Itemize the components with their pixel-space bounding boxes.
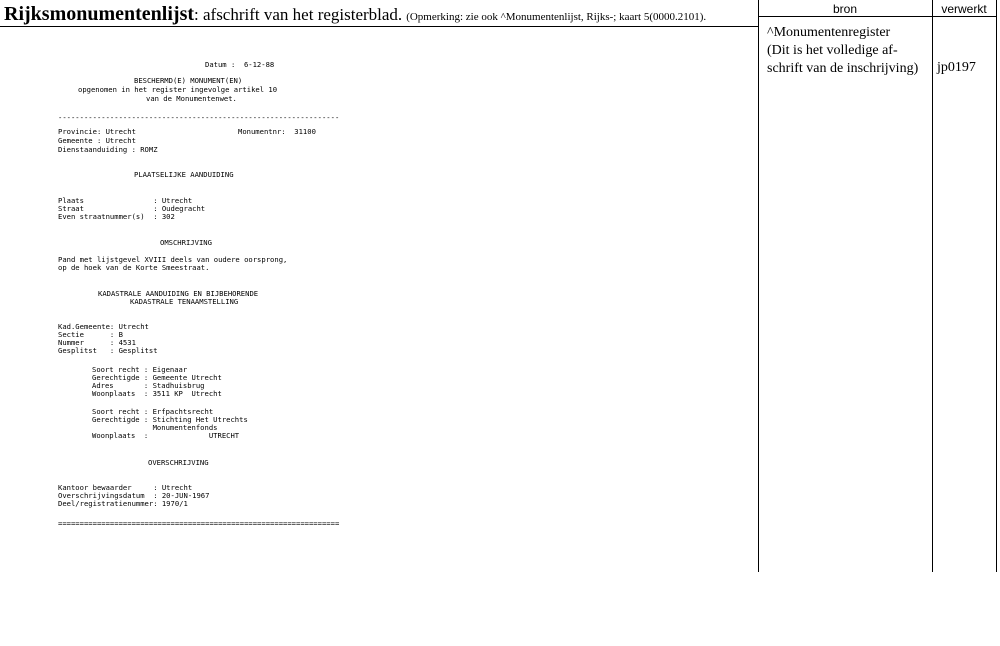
doc-beschermd-1: BESCHERMD(E) MONUMENT(EN) [134,76,243,85]
page-title-rest: : afschrift van het registerblad. [194,5,403,24]
header-note: (Opmerking: zie ook ^Monumentenlijst, Rijks-; kaart 5(0000.2101). [406,11,707,23]
page-header [4,3,760,26]
doc-recht2-gerechtigde: Gerechtigde : Stichting Het Utrechts [92,415,248,424]
doc-heading-omschrijving: OMSCHRIJVING [160,238,212,247]
doc-beschermd-3: van de Monumentenwet. [146,94,237,103]
doc-recht1-gerechtigde: Gerechtigde : Gemeente Utrecht [92,373,222,382]
doc-separator-eq: ================================================================= [58,519,340,528]
doc-separator-dash: ----------------------------------------------------------------- [58,113,340,122]
bron-entry [767,24,931,78]
doc-even-straatnummer: Even straatnummer(s) : 302 [58,212,175,221]
doc-recht2-woonplaats: Woonplaats : UTRECHT [92,431,240,440]
column-header-bron: bron [832,2,858,16]
header-rule [0,26,758,27]
doc-recht1-adres: Adres : Stadhuisbrug [92,381,205,390]
doc-heading-kadastrale-2: KADASTRALE TENAAMSTELLING [130,297,239,306]
doc-heading-plaatselijke: PLAATSELIJKE AANDUIDING [134,170,234,179]
column-divider-right [996,0,997,572]
doc-recht2-gerechtigde-2: Monumentenfonds [92,423,218,432]
doc-plaats: Plaats : Utrecht [58,196,193,205]
bron-line-2: (Dit is het volledige af- [767,43,898,58]
doc-kantoor: Kantoor bewaarder : Utrecht [58,483,193,492]
doc-datum: Datum : 6-12-88 [205,60,275,69]
doc-provincie: Provincie: Utrecht [58,127,136,136]
bron-line-1: ^Monumentenregister [767,25,891,40]
doc-gemeente: Gemeente : Utrecht [58,136,136,145]
doc-gesplitst: Gesplitst : Gesplitst [58,346,158,355]
verwerkt-code: jp0197 [937,60,976,75]
column-divider-middle [932,0,933,572]
column-header-verwerkt: verwerkt [941,2,987,16]
doc-nummer: Nummer : 4531 [58,338,136,347]
doc-overschrijvingsdatum: Overschrijvingsdatum : 20-JUN-1967 [58,491,210,500]
doc-omschrijving-2: op de hoek van de Korte Smeestraat. [58,263,210,272]
doc-kad-gemeente: Kad.Gemeente: Utrecht [58,322,149,331]
doc-sectie: Sectie : B [58,330,123,339]
column-header-rule [758,16,996,17]
doc-heading-overschrijving: OVERSCHRIJVING [148,458,209,467]
doc-recht1-soort: Soort recht : Eigenaar [92,365,188,374]
doc-heading-kadastrale-1: KADASTRALE AANDUIDING EN BIJBEHORENDE [98,289,259,298]
doc-deel-registratienummer: Deel/registratienummer: 1970/1 [58,499,188,508]
column-divider-left [758,0,759,572]
doc-dienstaanduiding: Dienstaanduiding : ROMZ [58,145,158,154]
bron-line-3: schrift van de inschrijving) [767,61,919,76]
doc-monumentnr: Monumentnr: 31100 [238,127,316,136]
doc-recht1-woonplaats: Woonplaats : 3511 KP Utrecht [92,389,222,398]
doc-omschrijving-1: Pand met lijstgevel XVIII deels van oudere oorsprong, [58,255,288,264]
doc-beschermd-2: opgenomen in het register ingevolge artikel 10 [78,85,278,94]
doc-recht2-soort: Soort recht : Erfpachtsrecht [92,407,214,416]
page-title: Rijksmonumentenlijst [4,3,195,25]
doc-straat: Straat : Oudegracht [58,204,206,213]
